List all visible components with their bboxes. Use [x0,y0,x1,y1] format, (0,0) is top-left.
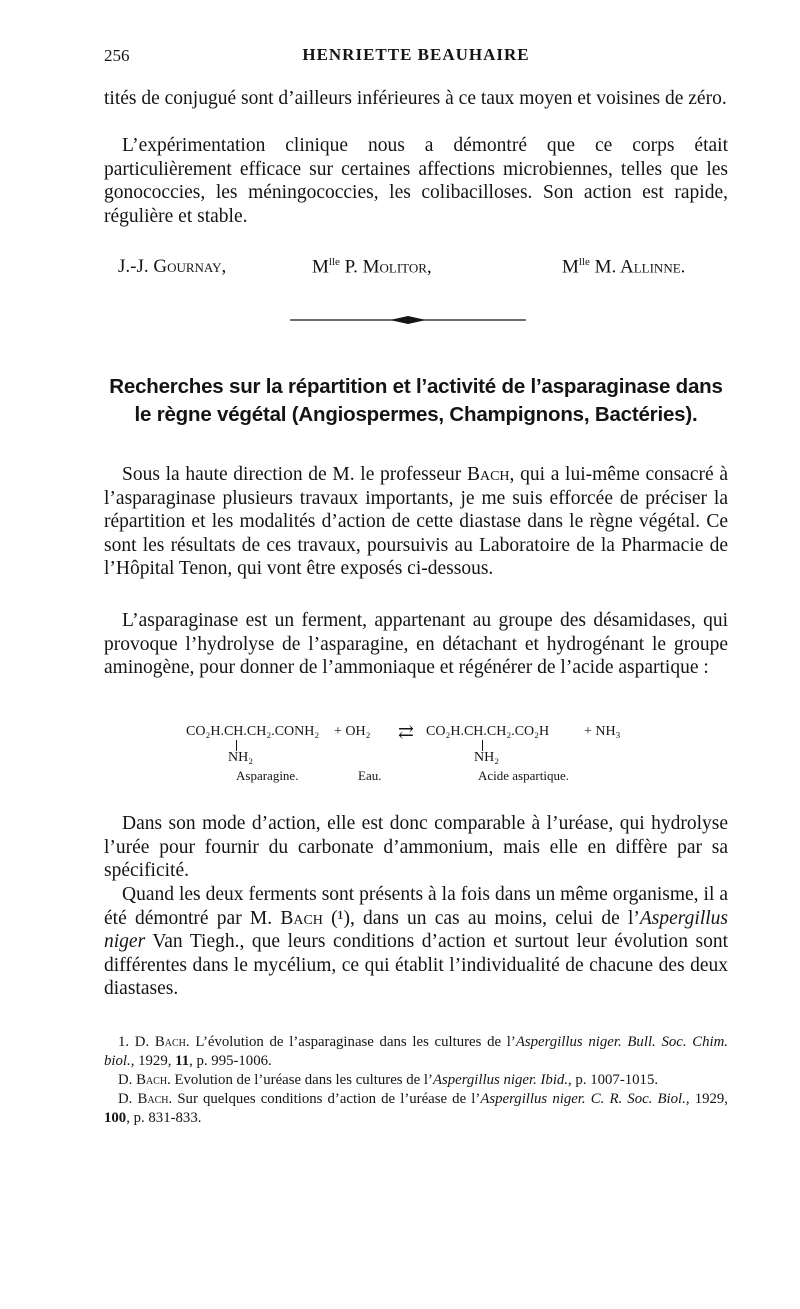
paragraph-asparaginase: L’asparaginase est un ferment, appartenant au groupe des désamidases, qui provoque l’hydrolyse de l’asparagine, en détachant et hydrogénant le groupe aminogène, pour donner de l’ammoniaque et régénérer de l’acide aspartique : [104,610,728,679]
label-aspartic-acid: Acide aspartique. [478,768,569,783]
author-2: $M^{lle}$ P. Molitor, [312,256,432,278]
equation-arrow: ⇄ [398,722,414,743]
running-head: HENRIETTE BEAUHAIRE [302,45,530,64]
section-divider-ornament [290,313,526,327]
author-signatures [104,256,728,282]
label-water: Eau. [358,768,382,783]
footnote-1: 1. D. Bach. L’évolution de l’asparaginase dans les cultures de l’Aspergillus niger. Bull. Soc. Chim. biol., 1929, 11, p. 995-1006. [104,1034,729,1069]
footnotes [104,1033,728,1128]
page-number: 256 [104,46,130,65]
paragraph-comparison: Dans son mode d’action, elle est donc comparable à l’uréase, qui hydrolyse l’urée pour fournir du carbonate d’ammonium, mais elle en diffère par sa spécificité. [104,813,728,882]
label-asparagine: Asparagine. [236,768,299,783]
equation-amino-group-1: NH₂ [228,750,254,765]
author-1: J.-J. Gournay, [118,256,227,277]
paragraph-introduction: Sous la haute direction de M. le professeur Bach, qui a lui-même consacré à l’asparaginase plusieurs travaux importants, je me suis efforcée de préciser la répartition et les modalités d’action de cette diastase dans le règne végétal. Ce sont les résultats de ces travaux, poursuivis au Laboratoire de la Pharmacie de l’Hôpital Tenon, qui vont être exposés ci-dessous. [104,464,728,580]
paragraph-continued: tités de conjugué sont d’ailleurs inférieures à ce taux moyen et voisines de zéro. [104,88,727,109]
paragraph-clinical: L’expérimentation clinique nous a démontré que ce corps était particulièrement efficace sur certaines affections microbiennes, telles que les gonococcies, les méningococcies, les colibacilloses. Son action est rapide, régulière et stable. [104,135,728,227]
author-name-bach: Bach [280,907,323,929]
equation-amino-group-2: NH₂ [474,750,500,765]
equation-ammonia: + NH₃ [584,724,621,739]
equation-reactant: CO₂H.CH.CH₂.CONH₂ [186,724,320,739]
chemical-equation [186,724,656,784]
article-title: Recherches sur la répartition et l’activité de l’asparaginase dans le règne végétal (Angiospermes, Champignons, Bactéries). [109,375,723,426]
footnote-3: D. Bach. Sur quelques conditions d’action de l’uréase de l’Aspergillus niger. C. R. Soc. Biol., 1929, 100, p. 831-833. [104,1091,728,1126]
author-name-bach: Bach [466,464,510,485]
author-3: $M^{lle}$ M. Allinne. [562,256,686,278]
footnote-2: D. Bach. Evolution de l’uréase dans les cultures de l’Aspergillus niger. Ibid., p. 1007-1015. [118,1072,659,1088]
page-header [104,46,728,72]
paragraph-individuality: Quand les deux ferments sont présents à la fois dans un même organisme, il a été démontré par M. Bach (¹), dans un cas au moins, celui de l’Aspergillus niger Van Tiegh., que leurs conditions d’action et surtout leur évolution sont différentes dans le mycélium, ce qui établit l’individualité de chacune des deux diastases. [104,884,728,1000]
equation-water: + OH₂ [334,724,371,739]
equation-product: CO₂H.CH.CH₂.CO₂H [426,724,550,739]
